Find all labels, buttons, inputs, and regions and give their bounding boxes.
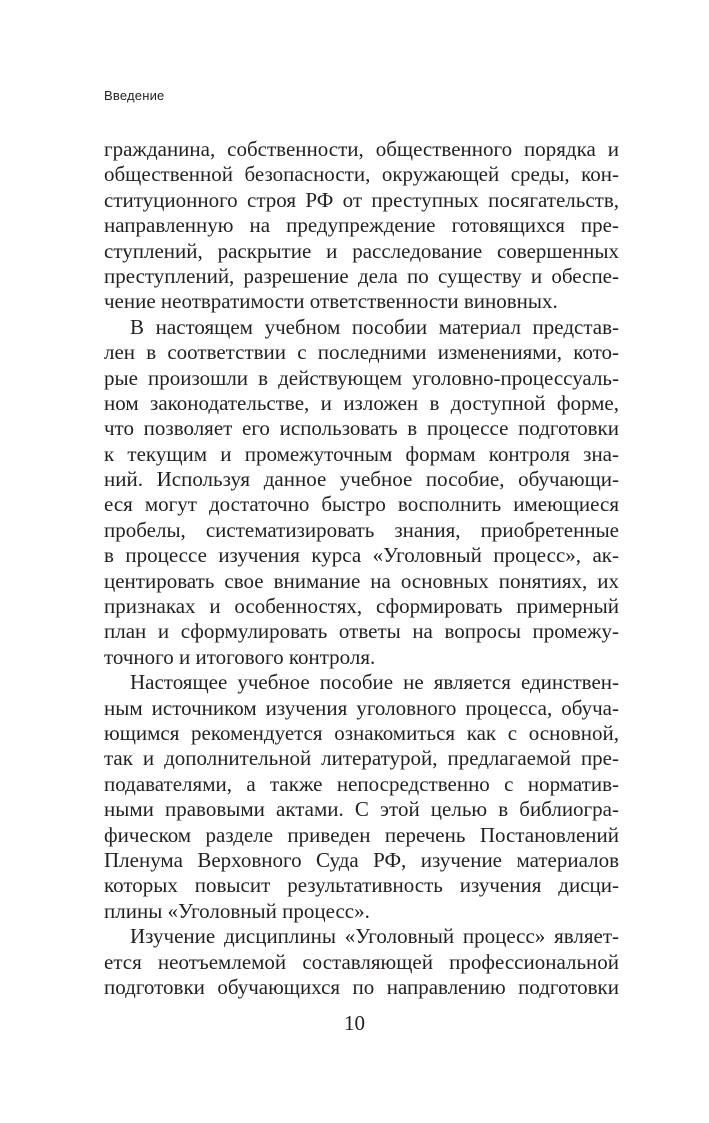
- body-text: [104, 137, 619, 1000]
- text-line: лен в соответствии с последними изменениями, кото-: [104, 340, 619, 365]
- text-line: Пленума Верховного Суда РФ, изучение материалов: [104, 847, 619, 872]
- text-line: направленную на предупреждение готовящихся пре-: [104, 213, 619, 238]
- text-line: что позволяет его использовать в процессе подготовки: [104, 416, 619, 441]
- text-line: Настоящее учебное пособие не является единствен-: [130, 670, 619, 695]
- text-line: ющимся рекомендуется ознакомиться как с основной,: [104, 720, 619, 745]
- text-line: еся могут достаточно быстро восполнить имеющиеся: [104, 492, 619, 517]
- text-line: ституционного строя РФ от преступных посягательств,: [104, 187, 619, 212]
- text-line: пробелы, систематизировать знания, приобретенные: [104, 517, 619, 542]
- text-line: фическом разделе приведен перечень Постановлений: [104, 822, 619, 847]
- text-line: ступлений, раскрытие и расследование совершенных: [104, 238, 619, 263]
- text-line: ным источником изучения уголовного процесса, обуча-: [104, 695, 619, 720]
- text-line: чение неотвратимости ответственности виновных.: [104, 289, 558, 314]
- text-line: рые произошли в действующем уголовно-процессуаль-: [104, 365, 619, 390]
- text-line: так и дополнительной литературой, предлагаемой пре-: [104, 746, 619, 771]
- text-line: гражданина, собственности, общественного порядка и: [104, 137, 619, 161]
- text-line: признаках и особенностях, сформировать примерный: [104, 594, 619, 619]
- paragraph-1: [104, 137, 619, 315]
- paragraph-2: [104, 315, 619, 670]
- text-line: подготовки обучающихся по направлению подготовки: [104, 974, 619, 999]
- text-line: плины «Уголовный процесс».: [104, 898, 370, 923]
- text-line: ными правовыми актами. С этой целью в библиогра-: [104, 797, 619, 822]
- text-line: к текущим и промежуточным формам контроля зна-: [104, 441, 619, 466]
- text-line: В настоящем учебном пособии материал представ-: [130, 314, 619, 339]
- text-line: точного и итогового контроля.: [104, 644, 376, 669]
- running-head: Введение: [104, 88, 165, 103]
- text-line: ний. Используя данное учебное пособие, обучающи-: [104, 467, 619, 492]
- text-line: ется неотъемлемой составляющей профессиональной: [104, 949, 619, 974]
- text-line: общественной безопасности, окружающей среды, кон-: [104, 162, 619, 187]
- text-line: центировать свое внимание на основных понятиях, их: [104, 568, 619, 593]
- paragraph-4: [104, 924, 619, 1000]
- text-line: в процессе изучения курса «Уголовный процесс», ак-: [104, 543, 619, 568]
- text-line: преступлений, разрешение дела по существу и обеспе-: [104, 263, 619, 288]
- text-line: подавателями, а также непосредственно с норматив-: [104, 771, 619, 796]
- text-line: Изучение дисциплины «Уголовный процесс» являет-: [130, 924, 619, 949]
- page-number: 10: [344, 1011, 365, 1035]
- paragraph-3: [104, 670, 619, 924]
- text-line: которых повысит результативность изучения дисци-: [104, 873, 619, 898]
- text-line: план и сформулировать ответы на вопросы промежу-: [104, 619, 619, 644]
- text-line: ном законодательстве, и изложен в доступной форме,: [104, 390, 619, 415]
